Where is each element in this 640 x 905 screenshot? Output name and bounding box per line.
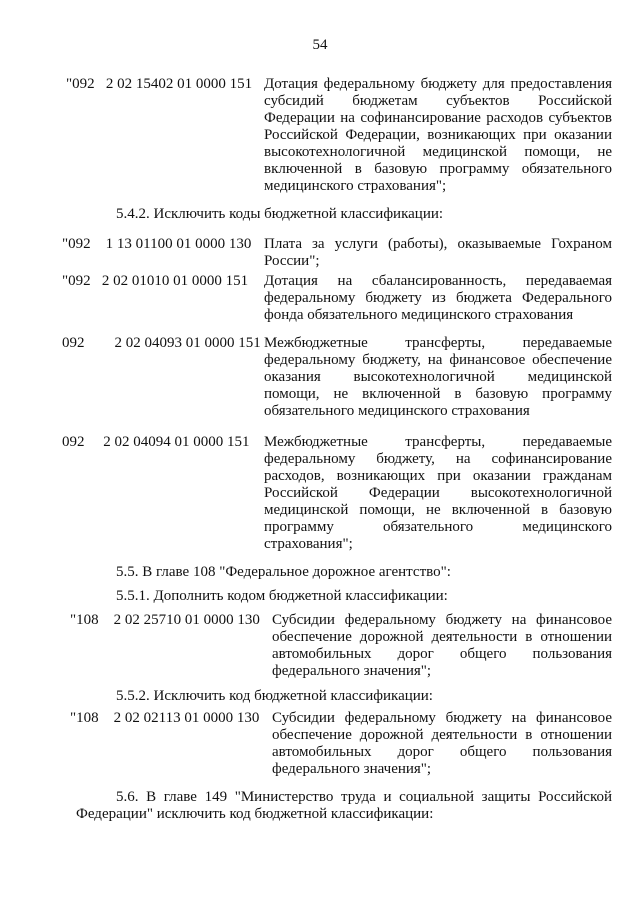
budget-code-description: Субсидии федеральному бюджету на финансовое обеспечение дорожной деятельности в отношении автомобильных дорог общего пользования федерального значения";	[272, 710, 612, 777]
budget-code: "092 1 13 01100 01 0000 130	[62, 236, 252, 252]
budget-code-description: Субсидии федеральному бюджету на финансовое обеспечение дорожной деятельности в отношении автомобильных дорог общего пользования федерального значения";	[272, 612, 612, 679]
budget-code-description: Плата за услуги (работы), оказываемые Гохраном России";	[264, 236, 612, 269]
paragraph-5-5-2: 5.5.2. Исключить код бюджетной классификации:	[116, 688, 433, 704]
paragraph-5-5: 5.5. В главе 108 "Федеральное дорожное агентство":	[116, 564, 451, 580]
budget-code-description: Дотация на сбалансированность, передаваемая федеральному бюджету из бюджета Федерального фонда обязательного медицинского страхования	[264, 273, 612, 323]
paragraph-5-5-1: 5.5.1. Дополнить кодом бюджетной классификации:	[116, 588, 448, 604]
budget-code: "108 2 02 02113 01 0000 130	[70, 710, 260, 726]
page-number: 54	[312, 37, 328, 53]
budget-code: 092 2 02 04093 01 0000 151	[62, 335, 261, 351]
budget-code-description: Дотация федеральному бюджету для предоставления субсидий бюджетам субъектов Российской Федерации на софинансирование расходов субъектов Российской Федерации, возникающих при оказании высокотехнологичной медицинской помощи, не включенной в базовую программу обязательного медицинского страхования";	[264, 76, 612, 194]
paragraph-5-4-2: 5.4.2. Исключить коды бюджетной классификации:	[116, 206, 444, 222]
paragraph-5-6: 5.6. В главе 149 "Министерство труда и социальной защиты Российской Федерации" исключить код бюджетной классификации:	[76, 789, 612, 822]
budget-code-description: Межбюджетные трансферты, передаваемые федеральному бюджету, на софинансирование расходов, возникающих при оказании гражданам Российской Федерации высокотехнологичной медицинской помощи, не включенной в базовую программу обязательного медицинского страхования";	[264, 434, 612, 552]
budget-code: "092 2 02 15402 01 0000 151	[66, 76, 253, 92]
budget-code: "108 2 02 25710 01 0000 130	[70, 612, 260, 628]
budget-code-description: Межбюджетные трансферты, передаваемые федеральному бюджету, на финансовое обеспечение оказания высокотехнологичной медицинской помощи, не включенной в базовую программу обязательного медицинского страхования	[264, 335, 612, 419]
budget-code: 092 2 02 04094 01 0000 151	[62, 434, 250, 450]
budget-code: "092 2 02 01010 01 0000 151	[62, 273, 249, 289]
